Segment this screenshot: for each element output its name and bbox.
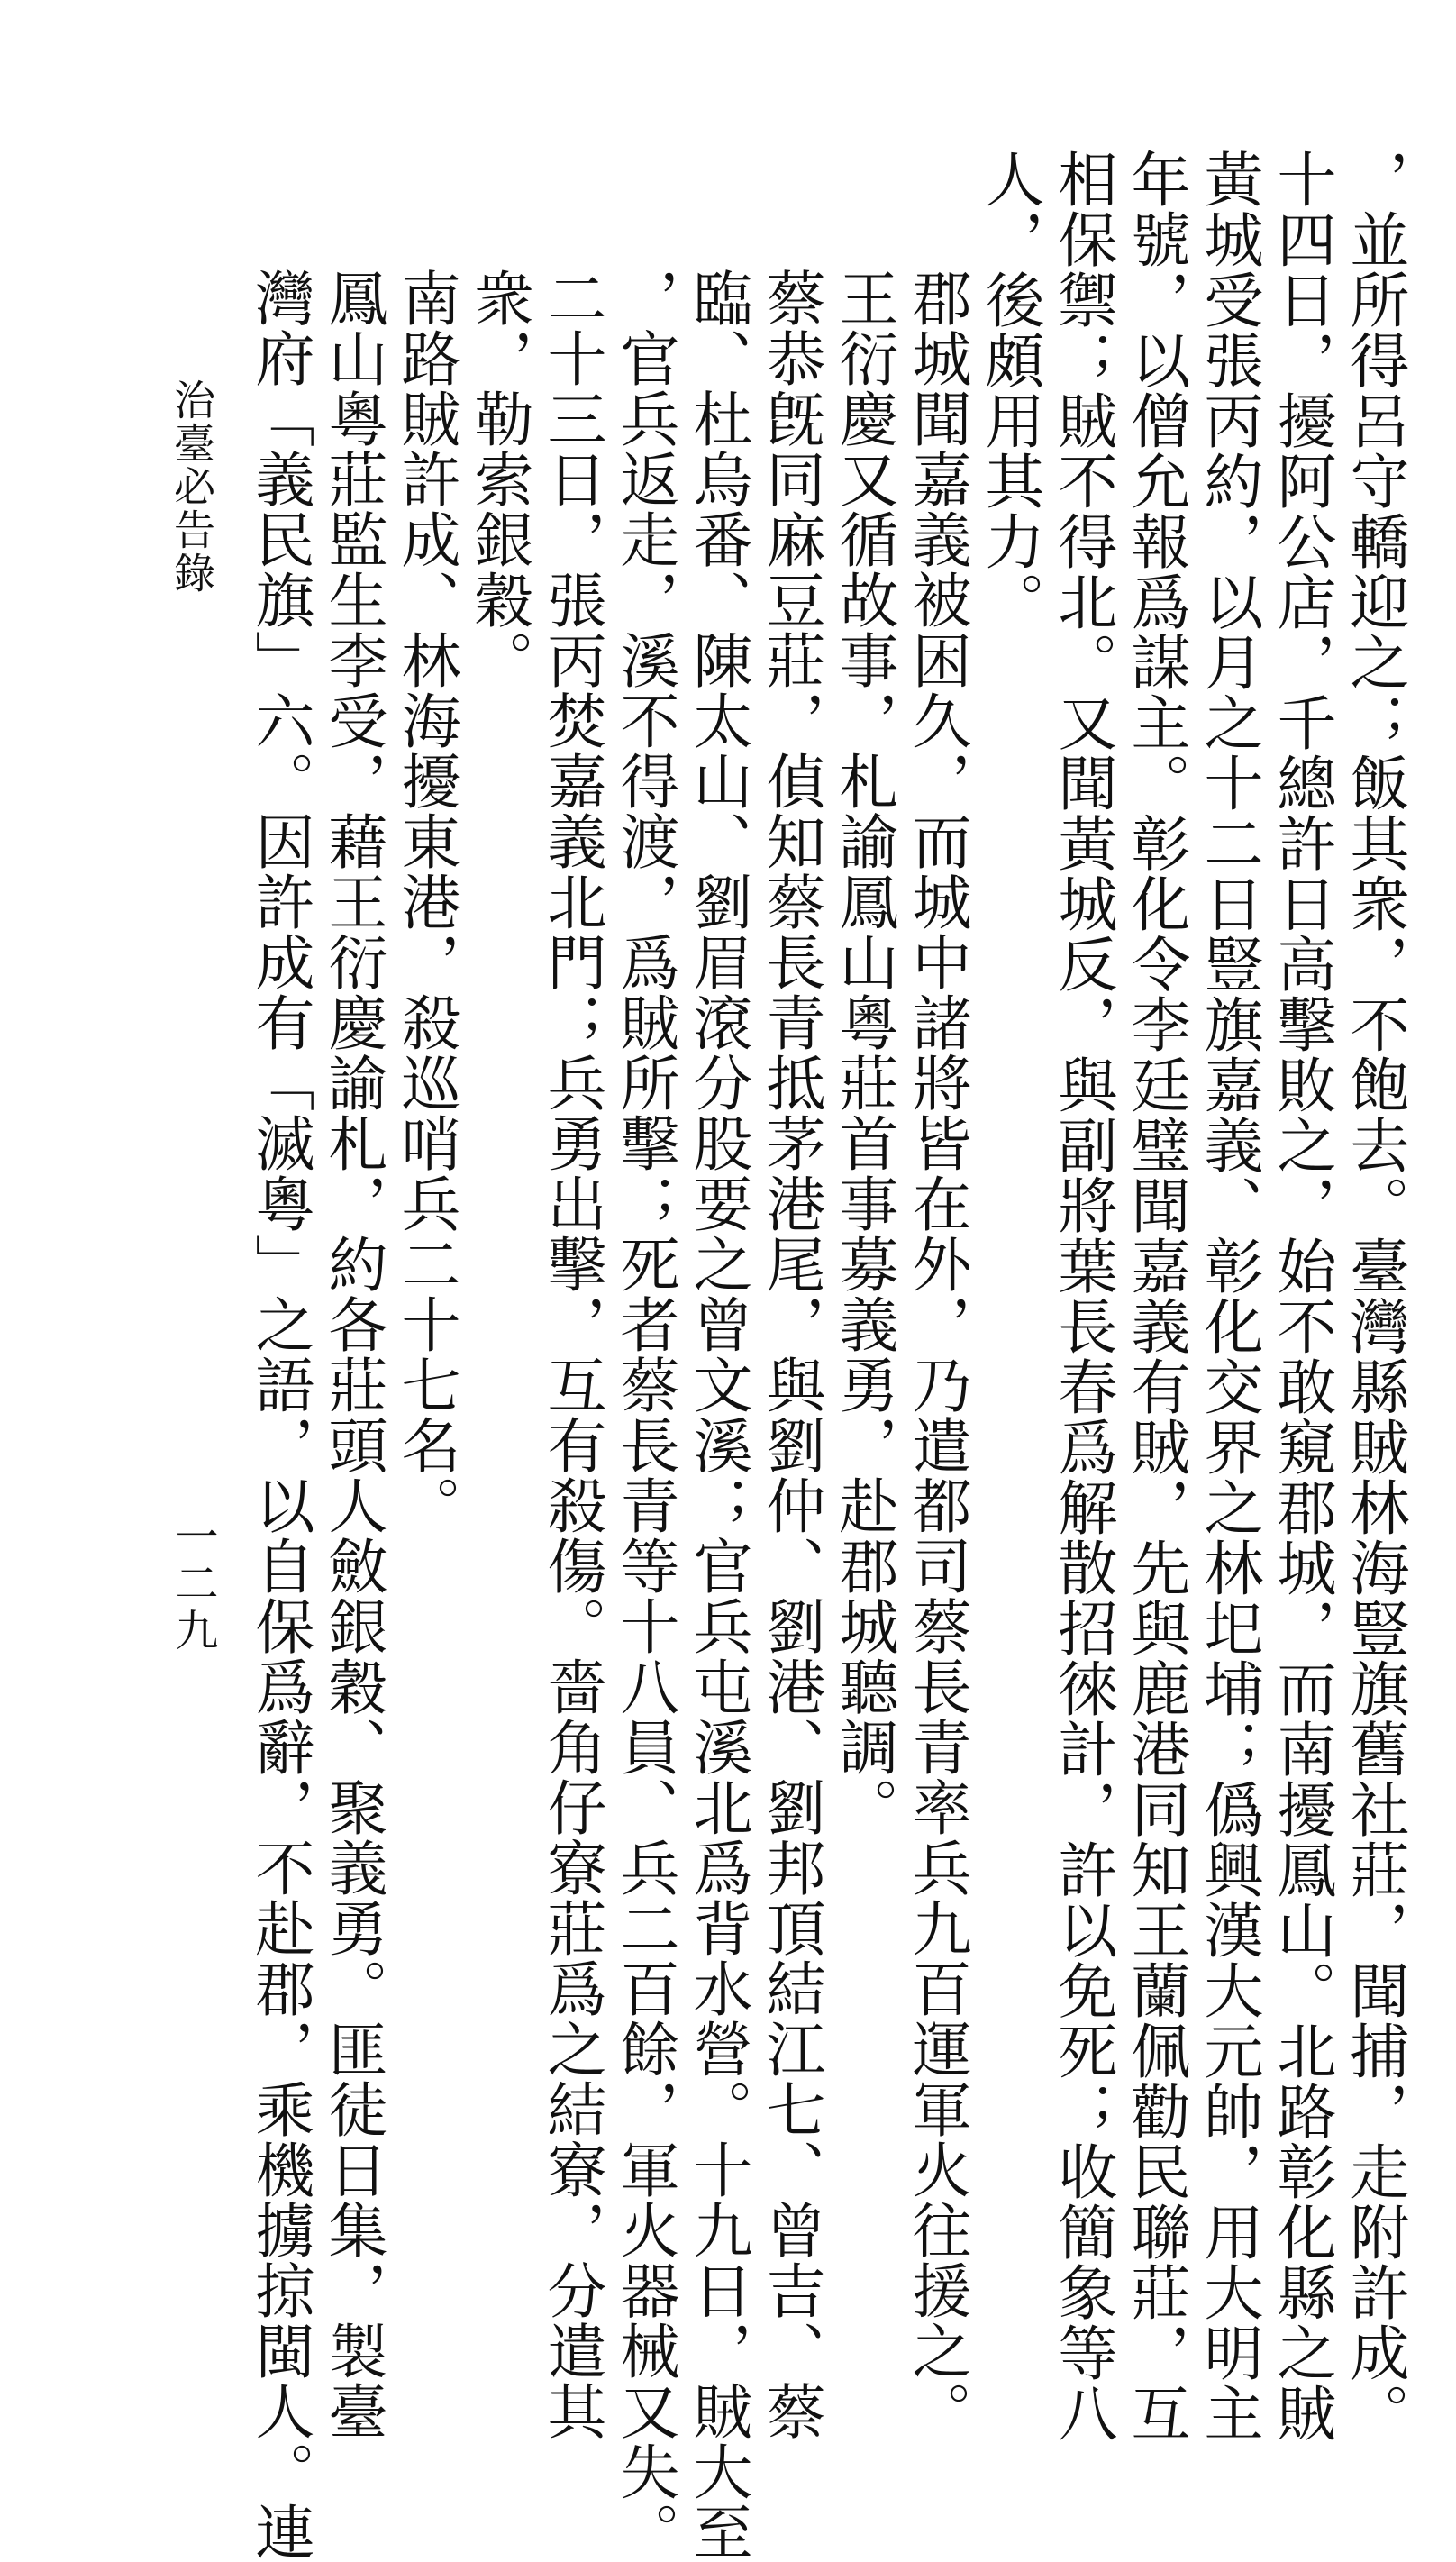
- text-line: 年號，以僧允報爲謀主。彰化令李廷璧聞嘉義有賊，先與鹿港同知王蘭佩勸民聯莊，互: [1121, 149, 1190, 2443]
- text-line: 王衍慶又循故事，札諭鳳山粵莊首事募義勇，赴郡城聽調。: [829, 268, 898, 1837]
- text-line: 相保禦；賊不得北。又聞黃城反，與副將葉長春爲解散招徠計，許以免死；收簡象等八: [1048, 149, 1117, 2443]
- text-line: 二十三日，張丙焚嘉義北門；兵勇出擊，互有殺傷。嗇角仔寮莊爲之結寮，分遣其: [537, 268, 606, 2441]
- text-line: 臨、杜烏番、陳太山、劉眉滾分股要之曾文溪；官兵屯溪北爲背水營。十九日，賊大至: [683, 268, 752, 2562]
- running-title: 治臺必告錄: [168, 378, 216, 595]
- text-line: 郡城聞嘉義被困久，而城中諸將皆在外，乃遣都司蔡長青率兵九百運軍火往援之。: [902, 268, 971, 2441]
- body-text: [243, 149, 1411, 2562]
- text-line: 蔡恭旣同麻豆莊，偵知蔡長青抵茅港尾，與劉仲、劉港、劉邦頂結江七、曾吉、蔡: [756, 268, 825, 2441]
- paragraph-1: [973, 149, 1411, 2443]
- text-line: 灣府「義民旗」六。因許成有「滅粵」之語，以自保爲辭，不赴郡，乘機擄掠閩人。連: [245, 268, 314, 2562]
- text-line: ，官兵返走，溪不得渡，爲賊所擊；死者蔡長青等十八員、兵二百餘，軍火器械又失。: [610, 268, 679, 2562]
- text-line: 人，後頗用其力。: [975, 149, 1044, 632]
- text-line: 黃城受張丙約，以月之十二日豎旗嘉義、彰化交界之林圯埔；僞興漢大元帥，用大明主: [1194, 149, 1263, 2443]
- text-line: 十四日，擾阿公店，千總許日高擊敗之，始不敢窺郡城，而南擾鳳山。北路彰化縣之賊: [1267, 149, 1336, 2443]
- paragraph-3: [462, 149, 827, 2562]
- text-line: ，並所得呂守轎迎之；飯其衆，不飽去。臺灣縣賊林海豎旗舊社莊，聞捕，走附許成。: [1340, 149, 1409, 2443]
- text-line: 鳳山粵莊監生李受，藉王衍慶諭札，約各莊頭人斂銀穀、聚義勇。匪徒日集，製臺: [318, 268, 387, 2441]
- text-line: 南路賊許成、林海擾東港，殺巡哨兵二十七名。: [391, 268, 460, 1536]
- paragraph-4: [243, 149, 462, 2562]
- paragraph-2: [827, 149, 973, 2441]
- page-number: 一二九: [168, 1514, 218, 1655]
- text-line: 衆，勒索銀穀。: [464, 268, 533, 690]
